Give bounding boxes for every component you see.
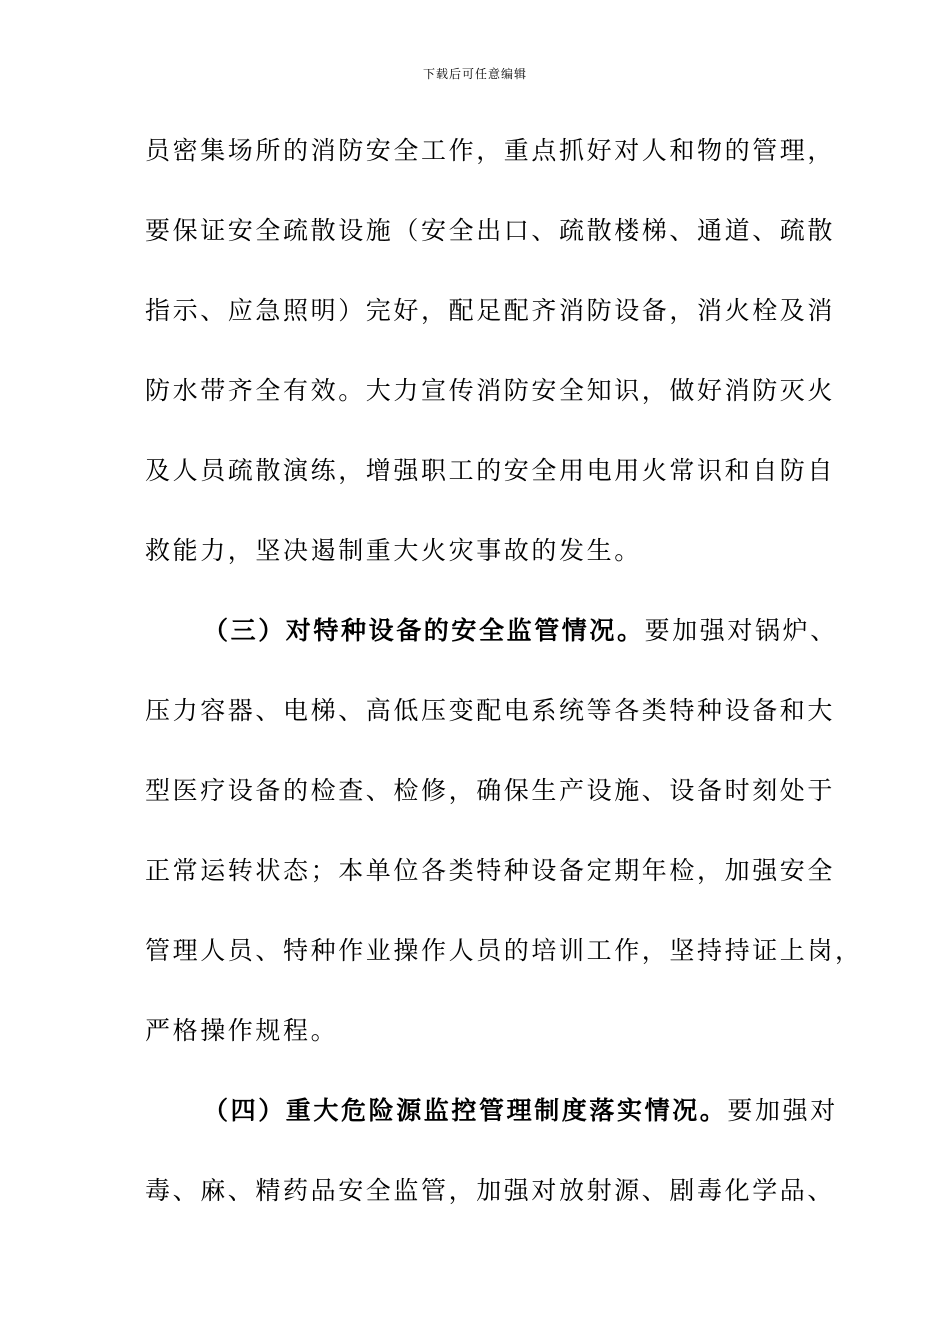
section-heading-line — [145, 1088, 838, 1168]
text-line: 毒、麻、精药品安全监管，加强对放射源、剧毒化学品、 — [145, 1176, 836, 1205]
text-line: 严格操作规程。 — [145, 1016, 339, 1045]
text-line: 救能力，坚决遏制重大火灾事故的发生。 — [145, 536, 642, 565]
text-line: 防水带齐全有效。大力宣传消防安全知识，做好消防灭火 — [145, 376, 836, 405]
section-heading-line — [145, 608, 838, 688]
page-header: 下载后可任意编辑 — [422, 67, 527, 81]
section-heading: （三）对特种设备的安全监管情况。 — [203, 616, 645, 645]
text-line: 型医疗设备的检查、检修，确保生产设施、设备时刻处于 — [145, 776, 836, 805]
text-line: 指示、应急照明）完好，配足配齐消防设备，消火栓及消 — [145, 296, 836, 325]
section-text: 要加强对 — [727, 1096, 838, 1125]
section-text: 要加强对锅炉、 — [644, 616, 838, 645]
text-line: 正常运转状态；本单位各类特种设备定期年检，加强安全 — [145, 856, 836, 885]
text-line: 要保证安全疏散设施（安全出口、疏散楼梯、通道、疏散 — [145, 216, 836, 245]
text-line: 管理人员、特种作业操作人员的培训工作，坚持持证上岗， — [145, 936, 863, 965]
document-body — [145, 128, 863, 1248]
text-line: 员密集场所的消防安全工作，重点抓好对人和物的管理， — [145, 136, 836, 165]
section-heading: （四）重大危险源监控管理制度落实情况。 — [203, 1096, 728, 1125]
text-line: 及人员疏散演练，增强职工的安全用电用火常识和自防自 — [145, 456, 836, 485]
text-line: 压力容器、电梯、高低压变配电系统等各类特种设备和大 — [145, 696, 836, 725]
